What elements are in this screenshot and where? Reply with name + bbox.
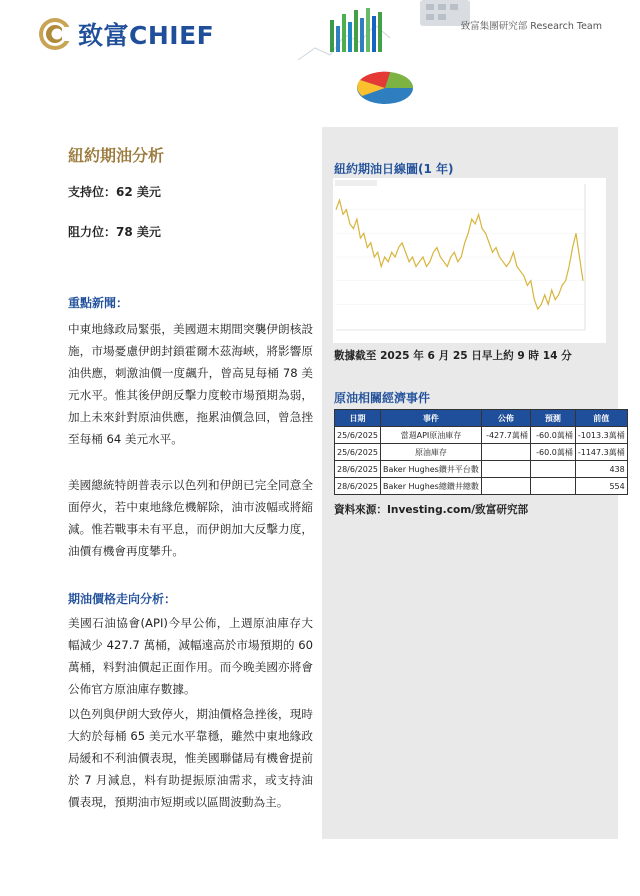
news-paragraph-1: 中東地緣政局緊張，美國週末期間突襲伊朗核設施，市場憂慮伊朗封鎖霍爾木茲海峽，將影響原油供應，刺激油價一度飆升，曾高見每桶 78 美元水平。惟其後伊朗反擊力度較市場預期為弱，加上未來針對原油供應，拖累油價急回，曾急挫至每桶 64 美元水平。 (68, 322, 313, 446)
row-forecast: -60.0萬桶 (530, 427, 575, 444)
pie-graphic (357, 72, 413, 104)
row-date: 28/6/2025 (335, 461, 381, 478)
table-row (335, 444, 628, 461)
chart-legend-box (335, 180, 377, 186)
support-level: 支持位：62 美元 (68, 185, 161, 199)
price-chart-svg (333, 178, 606, 343)
row-forecast: -60.0萬桶 (530, 444, 575, 461)
row-date: 25/6/2025 (335, 444, 381, 461)
trend-paragraph-2: 以色列與伊朗大致停火，期油價格急挫後，現時大約於每桶 65 美元水平靠穩，雖然中東地緣政局緩和不利油價表現，惟美國聯儲局有機會提前於 7 月減息，料有助提振原油需求，或支持油價表現，預期油市短期或以區間波動為主。 (68, 707, 313, 809)
row-actual: -427.7萬桶 (481, 427, 530, 444)
col-forecast: 預測 (530, 410, 575, 427)
chart-title: 紐約期油日線圖(1 年) (334, 162, 454, 176)
row-actual (481, 444, 530, 461)
brand-name: 致富CHIEF (78, 21, 215, 50)
events-title: 原油相關經濟事件 (334, 391, 431, 405)
row-previous: 438 (575, 461, 627, 478)
resistance-level: 阻力位：78 美元 (68, 225, 161, 239)
chart-caption: 數據截至 2025 年 6 月 25 日早上約 9 時 14 分 (334, 350, 572, 362)
brand-logo (38, 14, 214, 54)
row-event: Baker Hughes總鑽井總數 (381, 478, 482, 495)
logo-mark-icon (38, 17, 72, 51)
price-chart (333, 178, 606, 343)
news-paragraph-2: 美國總統特朗普表示以色列和伊朗已完全同意全面停火，若中東地緣危機解除，油市波幅或將縮減。惟若戰事未有平息，而伊朗加大反擊力度，油價有機會再度攀升。 (68, 478, 313, 558)
page-title: 紐約期油分析 (68, 146, 165, 165)
row-date: 28/6/2025 (335, 478, 381, 495)
page-header (0, 0, 640, 118)
table-row (335, 461, 628, 478)
header-decoration (290, 0, 470, 118)
trend-paragraph-1: 美國石油協會(API)今早公佈，上週原油庫存大幅減少 427.7 萬桶，減幅遠高於市場預期的 60 萬桶，料對油價起正面作用。而今晚美國亦將會公佈官方原油庫存數據。 (68, 616, 313, 696)
row-actual (481, 461, 530, 478)
row-date: 25/6/2025 (335, 427, 381, 444)
row-event: Baker Hughes鑽井平台數 (381, 461, 482, 478)
row-previous: -1147.3萬桶 (575, 444, 627, 461)
row-previous: 554 (575, 478, 627, 495)
col-previous: 前值 (575, 410, 627, 427)
row-forecast (530, 478, 575, 495)
table-row (335, 427, 628, 444)
col-actual: 公佈 (481, 410, 530, 427)
events-table (334, 409, 628, 495)
data-source: 資料來源：Investing.com/致富研究部 (334, 504, 529, 516)
row-event: 當週API原油庫存 (381, 427, 482, 444)
table-row (335, 478, 628, 495)
row-forecast (530, 461, 575, 478)
col-date: 日期 (335, 410, 381, 427)
trend-heading: 期油價格走向分析： (68, 592, 177, 606)
events-header-row (335, 410, 628, 427)
row-event: 原油庫存 (381, 444, 482, 461)
research-team-label: 致富集團研究部 Research Team (460, 21, 602, 32)
news-heading: 重點新聞： (68, 296, 129, 310)
row-previous: -1013.3萬桶 (575, 427, 627, 444)
col-event: 事件 (381, 410, 482, 427)
row-actual (481, 478, 530, 495)
